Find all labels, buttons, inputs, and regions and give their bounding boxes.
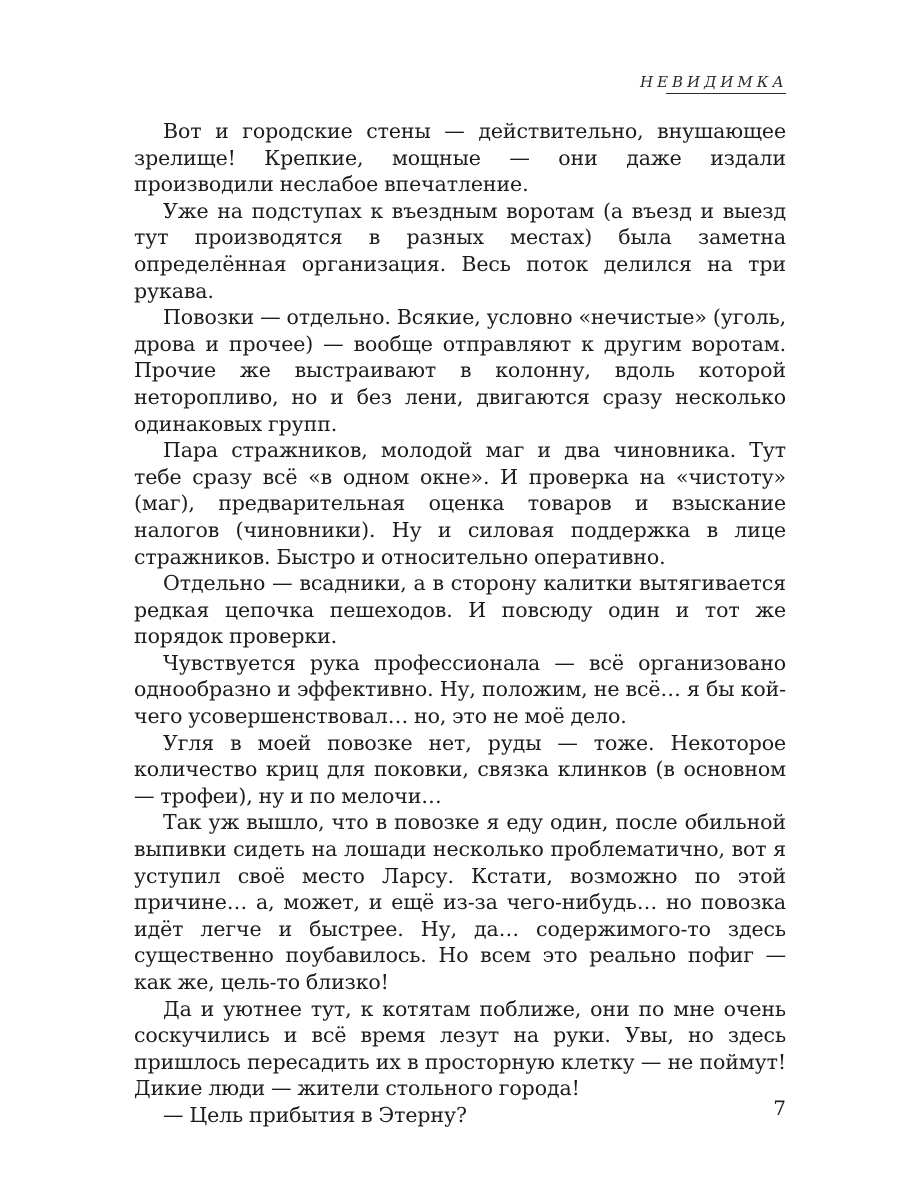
paragraph: Так уж вышло, что в повозке я еду один, после обильной выпивки сидеть на лошади несколько проблематично, вот я уступил своё место Ларсу. Кстати, возможно по этой причине… а, может, и ещё из-за чего-нибудь… но повозка идёт легче и быстрее. Ну, да… содержимого-то здесь существенно поубавилось. Но всем это реально пофиг — как же, цель-то близко!	[134, 810, 786, 994]
paragraph: Повозки — отдельно. Всякие, условно «нечистые» (уголь, дрова и прочее) — вообще отправляют к другим воротам. Прочие же выстраивают в колонну, вдоль которой неторопливо, но и без лени, двигаются сразу несколько одинаковых групп.	[134, 305, 786, 436]
body-text	[134, 118, 786, 1129]
paragraph: — Цель прибытия в Этерну?	[163, 1102, 467, 1127]
running-header-title: НЕВИДИМКА	[640, 73, 788, 91]
paragraph: Уже на подступах к въездным воротам (а въезд и выезд тут производятся в разных местах) была заметна определённая организация. Весь поток делился на три рукава.	[134, 198, 786, 303]
paragraph: Чувствуется рука профессионала — всё организовано однообразно и эффективно. Ну, положим, не всё… я бы кой-чего усовершенствовал… но, это не моё дело.	[134, 650, 786, 729]
header-rule	[666, 93, 786, 94]
paragraph: Угля в моей повозке нет, руды — тоже. Некоторое количество криц для поковки, связка клинков (в основном — трофеи), ну и по мелочи…	[134, 730, 786, 808]
paragraph: Вот и городские стены — действительно, внушающее зрелище! Крепкие, мощные — они даже издали производили неслабое впечатление.	[134, 119, 786, 197]
paragraph: Пара стражников, молодой маг и два чиновника. Тут тебе сразу всё «в одном окне». И проверка на «чистоту» (маг), предварительная оценка товаров и взыскание налогов (чиновники). Ну и силовая поддержка в лице стражников. Быстро и относительно оперативно.	[134, 438, 786, 569]
page-number: 7	[773, 1096, 786, 1120]
paragraph: Отдельно — всадники, а в сторону калитки вытягивается редкая цепочка пешеходов. И повсюду один и тот же порядок проверки.	[134, 571, 786, 649]
paragraph: Да и уютнее тут, к котятам поближе, они по мне очень соскучились и всё время лезут на руки. Увы, но здесь пришлось пересадить их в просторную клетку — не поймут! Дикие люди — жители стольного города!	[134, 996, 786, 1101]
